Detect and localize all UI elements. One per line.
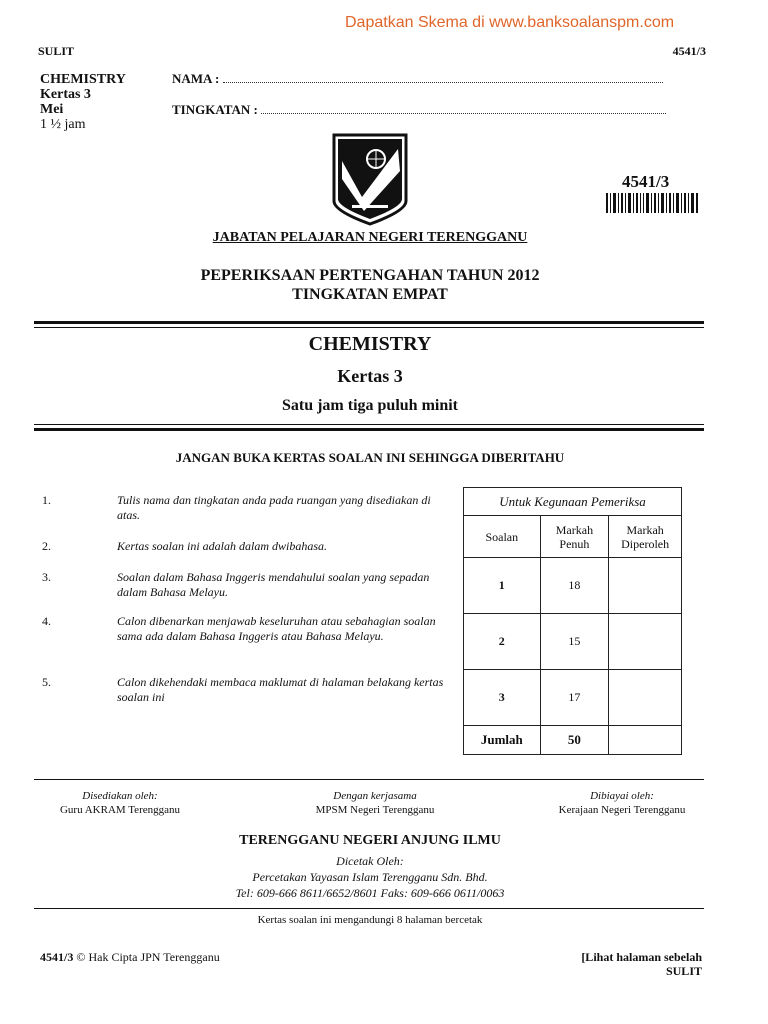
collab-by: MPSM Negeri Terengganu bbox=[315, 804, 435, 816]
total-label: Jumlah bbox=[464, 726, 541, 755]
class-field-row bbox=[172, 102, 666, 118]
funded-by-block bbox=[532, 789, 712, 817]
funded-label: Dibiayai oleh: bbox=[590, 790, 654, 802]
subject-label: CHEMISTRY bbox=[40, 72, 126, 87]
prepared-by: Guru AKRAM Terengganu bbox=[59, 804, 180, 816]
name-label: NAMA : bbox=[172, 71, 220, 86]
total-value: 50 bbox=[540, 726, 609, 755]
table-total-row bbox=[464, 726, 682, 755]
next-page-block bbox=[581, 950, 702, 978]
instruction-number: 1. bbox=[42, 493, 51, 507]
time-label: 1 ½ jam bbox=[40, 117, 86, 132]
prepared-by-block bbox=[40, 789, 200, 817]
instruction-number: 3. bbox=[42, 570, 51, 584]
marks-obtained[interactable] bbox=[609, 614, 682, 670]
pagecount-divider bbox=[34, 908, 704, 909]
duration-text: Satu jam tiga puluh minit bbox=[281, 397, 459, 414]
instruction-text: Soalan dalam Bahasa Inggeris mendahului soalan yang sepadan dalam Bahasa Melayu. bbox=[117, 570, 430, 599]
warning-text: JANGAN BUKA KERTAS SOALAN INI SEHINGGA DIBERITAHU bbox=[175, 450, 565, 465]
copyright-line bbox=[40, 950, 220, 965]
month-label: Mei bbox=[40, 102, 64, 117]
paper-code-top: 4541/3 bbox=[672, 44, 706, 58]
bottom-classification: SULIT bbox=[665, 964, 702, 978]
instruction-text: Calon dikehendaki membaca maklumat di halaman belakang kertas soalan ini bbox=[117, 675, 444, 704]
full-marks: 15 bbox=[540, 614, 609, 670]
subject-block bbox=[40, 72, 126, 132]
printer-block bbox=[0, 853, 740, 901]
instruction-text: Calon dibenarkan menjawab keseluruhan atau sebahagian soalan sama ada dalam Bahasa Inggeris atau Bahasa Melayu. bbox=[117, 614, 436, 643]
question-number: 2 bbox=[464, 614, 541, 670]
table-row bbox=[464, 614, 682, 670]
instruction-text: Kertas soalan ini adalah dalam dwibahasa. bbox=[117, 539, 328, 553]
column-header: Markah Penuh bbox=[540, 516, 609, 558]
barcode-image bbox=[606, 193, 700, 213]
copyright-text: © Hak Cipta JPN Terengganu bbox=[76, 950, 220, 964]
column-header: Markah Diperoleh bbox=[609, 516, 682, 558]
printer-name: Percetakan Yayasan Islam Terengganu Sdn. Bhd. bbox=[252, 870, 488, 884]
classification-label: SULIT bbox=[38, 44, 75, 58]
divider-thin-top bbox=[34, 327, 704, 328]
table-row bbox=[464, 558, 682, 614]
footer-divider bbox=[34, 779, 704, 780]
funded-by: Kerajaan Negeri Terengganu bbox=[558, 804, 686, 816]
exam-title: PEPERIKSAAN PERTENGAHAN TAHUN 2012 bbox=[200, 267, 540, 284]
full-marks: 17 bbox=[540, 670, 609, 726]
divider-thick-top bbox=[34, 321, 704, 324]
marks-obtained[interactable] bbox=[609, 558, 682, 614]
paper-title: Kertas 3 bbox=[337, 366, 403, 386]
table-title: Untuk Kegunaan Pemeriksa bbox=[464, 488, 682, 516]
exam-form: TINGKATAN EMPAT bbox=[292, 286, 448, 303]
paper-code-box: 4541/3 bbox=[622, 172, 670, 191]
column-header: Soalan bbox=[464, 516, 541, 558]
marks-obtained[interactable] bbox=[609, 670, 682, 726]
instruction-number: 5. bbox=[42, 675, 51, 689]
motto-text: TERENGGANU NEGERI ANJUNG ILMU bbox=[239, 833, 501, 848]
table-row bbox=[464, 670, 682, 726]
collab-label: Dengan kerjasama bbox=[333, 790, 417, 802]
question-number: 3 bbox=[464, 670, 541, 726]
total-obtained[interactable] bbox=[609, 726, 682, 755]
printer-contact: Tel: 609-666 8611/6652/8601 Faks: 609-666 0611/0063 bbox=[235, 886, 505, 900]
bottom-paper-code: 4541/3 bbox=[40, 950, 74, 964]
watermark-link[interactable]: Dapatkan Skema di www.banksoalanspm.com bbox=[345, 14, 675, 31]
class-label: TINGKATAN : bbox=[172, 102, 258, 117]
question-number: 1 bbox=[464, 558, 541, 614]
divider-thin-bottom bbox=[34, 424, 704, 425]
paper-label: Kertas 3 bbox=[40, 87, 91, 102]
full-marks: 18 bbox=[540, 558, 609, 614]
next-page-text: [Lihat halaman sebelah bbox=[581, 950, 702, 964]
class-field[interactable] bbox=[261, 102, 666, 114]
page-count-text: Kertas soalan ini mengandungi 8 halaman bercetak bbox=[257, 914, 483, 926]
examiner-table bbox=[463, 487, 682, 755]
prepared-label: Disediakan oleh: bbox=[82, 790, 158, 802]
department-title: JABATAN PELAJARAN NEGERI TERENGGANU bbox=[212, 230, 528, 245]
name-field-row bbox=[172, 71, 663, 87]
collaboration-block bbox=[290, 789, 460, 817]
printer-label: Dicetak Oleh: bbox=[336, 854, 404, 868]
instruction-number: 4. bbox=[42, 614, 51, 628]
name-field[interactable] bbox=[223, 71, 663, 83]
jpn-logo bbox=[330, 131, 410, 227]
divider-thick-bottom bbox=[34, 428, 704, 431]
subject-title: CHEMISTRY bbox=[308, 333, 432, 355]
instruction-number: 2. bbox=[42, 539, 51, 553]
instruction-text: Tulis nama dan tingkatan anda pada ruangan yang disediakan di atas. bbox=[117, 493, 431, 522]
